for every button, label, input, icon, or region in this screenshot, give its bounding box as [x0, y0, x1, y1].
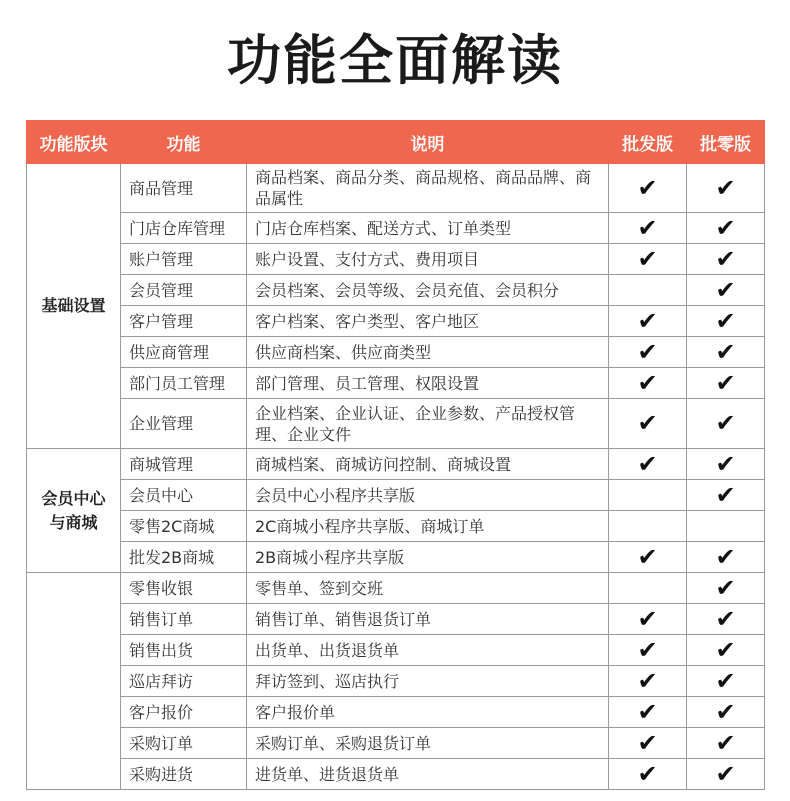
wholesale-cell [609, 604, 687, 635]
header-feature: 功能 [121, 121, 247, 164]
check-icon: ✔ [637, 542, 658, 571]
description-cell: 客户档案、客户类型、客户地区 [247, 306, 609, 337]
check-icon: ✔ [715, 635, 736, 664]
description-cell: 销售订单、销售退货订单 [247, 604, 609, 635]
check-icon: ✔ [715, 275, 736, 304]
feature-cell: 零售2C商城 [121, 511, 247, 542]
check-icon: ✔ [715, 573, 736, 602]
feature-cell: 商城管理 [121, 449, 247, 480]
retail-cell [687, 306, 765, 337]
table-row [27, 306, 765, 337]
table-row [27, 480, 765, 511]
wholesale-cell [609, 728, 687, 759]
wholesale-cell [609, 244, 687, 275]
page-title: 功能全面解读 [227, 29, 563, 92]
table-row [27, 164, 765, 213]
wholesale-cell [609, 511, 687, 542]
feature-cell: 商品管理 [121, 164, 247, 213]
retail-cell [687, 697, 765, 728]
feature-table [26, 120, 765, 790]
table-row [27, 697, 765, 728]
wholesale-cell [609, 213, 687, 244]
table-row [27, 275, 765, 306]
retail-cell [687, 542, 765, 573]
check-icon: ✔ [715, 173, 736, 202]
wholesale-cell [609, 337, 687, 368]
check-icon: ✔ [637, 337, 658, 366]
description-cell: 部门管理、员工管理、权限设置 [247, 368, 609, 399]
description-cell: 零售单、签到交班 [247, 573, 609, 604]
retail-cell [687, 164, 765, 213]
header-description: 说明 [247, 121, 609, 164]
table-row [27, 759, 765, 790]
check-icon: ✔ [637, 213, 658, 242]
description-cell: 企业档案、企业认证、企业参数、产品授权管理、企业文件 [247, 399, 609, 449]
check-icon: ✔ [637, 368, 658, 397]
wholesale-cell [609, 164, 687, 213]
feature-cell: 采购进货 [121, 759, 247, 790]
check-icon: ✔ [637, 604, 658, 633]
retail-cell [687, 573, 765, 604]
table-row [27, 511, 765, 542]
retail-cell [687, 635, 765, 666]
table-row [27, 728, 765, 759]
description-cell: 门店仓库档案、配送方式、订单类型 [247, 213, 609, 244]
retail-cell [687, 480, 765, 511]
retail-cell [687, 728, 765, 759]
check-icon: ✔ [637, 635, 658, 664]
retail-cell [687, 511, 765, 542]
retail-cell [687, 213, 765, 244]
feature-cell: 账户管理 [121, 244, 247, 275]
wholesale-cell [609, 480, 687, 511]
check-icon: ✔ [715, 368, 736, 397]
check-icon: ✔ [637, 697, 658, 726]
retail-cell [687, 275, 765, 306]
check-icon: ✔ [715, 244, 736, 273]
table-row [27, 604, 765, 635]
check-icon: ✔ [715, 604, 736, 633]
description-cell: 客户报价单 [247, 697, 609, 728]
feature-cell: 批发2B商城 [121, 542, 247, 573]
check-icon: ✔ [637, 244, 658, 273]
wholesale-cell [609, 542, 687, 573]
check-icon: ✔ [637, 666, 658, 695]
feature-cell: 零售收银 [121, 573, 247, 604]
wholesale-cell [609, 573, 687, 604]
check-icon: ✔ [715, 337, 736, 366]
description-cell: 账户设置、支付方式、费用项目 [247, 244, 609, 275]
module-cell [27, 449, 121, 573]
check-icon: ✔ [715, 542, 736, 571]
feature-cell: 销售出货 [121, 635, 247, 666]
header-retail: 批零版 [687, 121, 765, 164]
retail-cell [687, 604, 765, 635]
header-wholesale: 批发版 [609, 121, 687, 164]
feature-cell: 供应商管理 [121, 337, 247, 368]
table-row [27, 635, 765, 666]
wholesale-cell [609, 697, 687, 728]
check-icon: ✔ [637, 759, 658, 788]
table-row [27, 368, 765, 399]
feature-cell: 会员管理 [121, 275, 247, 306]
feature-cell: 部门员工管理 [121, 368, 247, 399]
feature-cell: 门店仓库管理 [121, 213, 247, 244]
check-icon: ✔ [715, 409, 736, 437]
check-icon: ✔ [637, 173, 658, 202]
wholesale-cell [609, 306, 687, 337]
retail-cell [687, 399, 765, 449]
wholesale-cell [609, 368, 687, 399]
table-row [27, 542, 765, 573]
feature-cell: 客户报价 [121, 697, 247, 728]
feature-cell: 客户管理 [121, 306, 247, 337]
description-cell: 会员档案、会员等级、会员充值、会员积分 [247, 275, 609, 306]
table-row [27, 399, 765, 449]
description-cell: 2C商城小程序共享版、商城订单 [247, 511, 609, 542]
check-icon: ✔ [715, 666, 736, 695]
table-row [27, 666, 765, 697]
retail-cell [687, 368, 765, 399]
module-cell [27, 164, 121, 449]
table-row [27, 337, 765, 368]
table-body [27, 164, 765, 790]
wholesale-cell [609, 275, 687, 306]
check-icon: ✔ [715, 697, 736, 726]
header-module: 功能版块 [27, 121, 121, 164]
module-cell [27, 573, 121, 790]
description-cell: 采购订单、采购退货订单 [247, 728, 609, 759]
table-row [27, 449, 765, 480]
check-icon: ✔ [637, 449, 658, 478]
retail-cell [687, 666, 765, 697]
retail-cell [687, 244, 765, 275]
check-icon: ✔ [715, 449, 736, 478]
retail-cell [687, 337, 765, 368]
wholesale-cell [609, 759, 687, 790]
table-row [27, 244, 765, 275]
wholesale-cell [609, 449, 687, 480]
feature-cell: 采购订单 [121, 728, 247, 759]
feature-cell: 会员中心 [121, 480, 247, 511]
check-icon: ✔ [715, 759, 736, 788]
description-cell: 进货单、进货退货单 [247, 759, 609, 790]
feature-cell: 企业管理 [121, 399, 247, 449]
description-cell: 商城档案、商城访问控制、商城设置 [247, 449, 609, 480]
description-cell: 拜访签到、巡店执行 [247, 666, 609, 697]
wholesale-cell [609, 635, 687, 666]
check-icon: ✔ [637, 409, 658, 437]
wholesale-cell [609, 399, 687, 449]
check-icon: ✔ [715, 213, 736, 242]
feature-cell: 销售订单 [121, 604, 247, 635]
check-icon: ✔ [637, 306, 658, 335]
check-icon: ✔ [715, 480, 736, 509]
table-header-row [27, 121, 765, 164]
wholesale-cell [609, 666, 687, 697]
check-icon: ✔ [715, 728, 736, 757]
feature-cell: 巡店拜访 [121, 666, 247, 697]
table-row [27, 573, 765, 604]
table-row [27, 213, 765, 244]
description-cell: 商品档案、商品分类、商品规格、商品品牌、商品属性 [247, 164, 609, 213]
description-cell: 2B商城小程序共享版 [247, 542, 609, 573]
description-cell: 会员中心小程序共享版 [247, 480, 609, 511]
check-icon: ✔ [715, 306, 736, 335]
module-label: 会员中心与商城 [41, 488, 106, 532]
module-label: 基础设置 [41, 296, 106, 315]
retail-cell [687, 759, 765, 790]
description-cell: 出货单、出货退货单 [247, 635, 609, 666]
retail-cell [687, 449, 765, 480]
description-cell: 供应商档案、供应商类型 [247, 337, 609, 368]
check-icon: ✔ [637, 728, 658, 757]
